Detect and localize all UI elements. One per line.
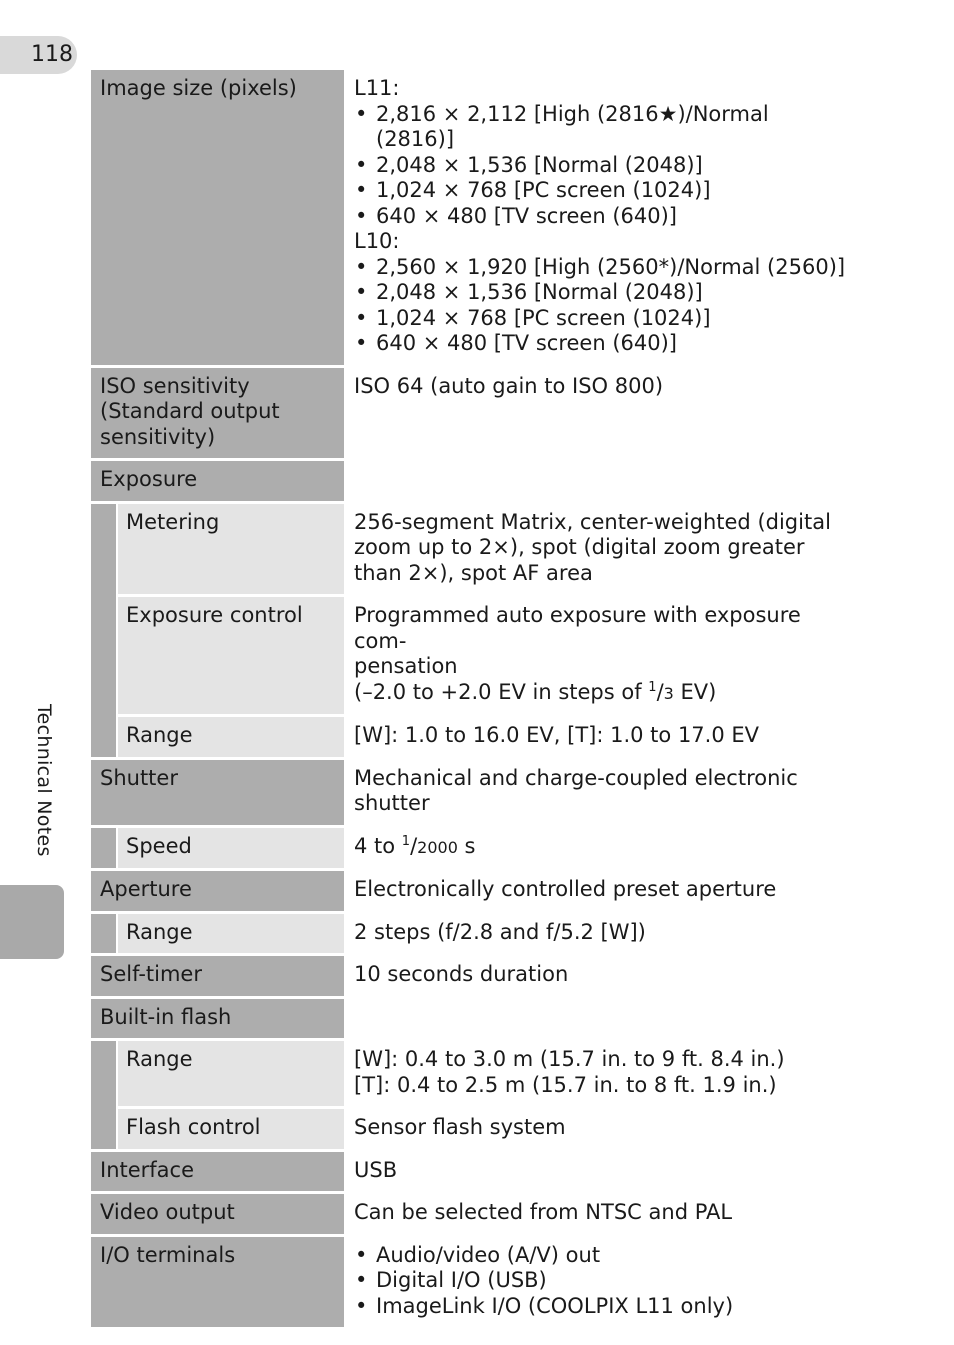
spec-label: Aperture	[91, 870, 344, 913]
spec-row-image-size	[91, 70, 857, 366]
value-line: [W]: 0.4 to 3.0 m (15.7 in. to 9 ft. 8.4 in.)	[354, 1047, 785, 1071]
spec-value: 256-segment Matrix, center-weighted (digital zoom up to 2×), spot (digital zoom greater than 2×), spot AF area	[344, 502, 857, 596]
list-item: • ImageLink I/O (COOLPIX L11 only)	[354, 1294, 853, 1320]
list-item: • 2,816 × 2,112 [High (2816★)/Normal (2816)]	[354, 102, 853, 153]
list-item: • 640 × 480 [TV screen (640)]	[354, 331, 853, 357]
value-line: Programmed auto exposure with exposure com-	[354, 603, 801, 653]
spec-value: Electronically controlled preset aperture	[344, 870, 857, 913]
spec-row-exposure	[91, 460, 857, 503]
value-text: s	[457, 833, 476, 858]
spec-sublabel: Range	[117, 1040, 344, 1108]
list-item: • 640 × 480 [TV screen (640)]	[354, 204, 853, 230]
spec-value: Can be selected from NTSC and PAL	[344, 1193, 857, 1236]
fraction-denominator: 2000	[417, 837, 458, 857]
value-text: 4 to	[354, 833, 402, 858]
l10-size-list	[354, 255, 853, 357]
spec-sublabel: Metering	[117, 502, 344, 596]
spec-label: Video output	[91, 1193, 344, 1236]
spec-row-interface	[91, 1150, 857, 1193]
value-text: EV)	[673, 679, 717, 704]
spec-row-built-in-flash	[91, 997, 857, 1040]
spec-subrow-metering	[91, 502, 857, 596]
spec-value	[344, 70, 857, 366]
spec-value: Sensor flash system	[344, 1108, 857, 1151]
list-item: • 2,048 × 1,536 [Normal (2048)]	[354, 280, 853, 306]
spec-sublabel: Flash control	[117, 1108, 344, 1151]
specifications-table	[91, 70, 857, 1327]
list-item: • 1,024 × 768 [PC screen (1024)]	[354, 178, 853, 204]
spec-value: ISO 64 (auto gain to ISO 800)	[344, 366, 857, 460]
l11-size-list	[354, 102, 853, 230]
spec-value: 4 to $^1$/2000 s	[344, 826, 857, 870]
group-stripe	[91, 912, 117, 955]
fraction-numerator: 1	[401, 833, 411, 849]
value-line: [T]: 0.4 to 2.5 m (15.7 in. to 8 ft. 1.9 in.)	[354, 1072, 777, 1097]
spec-label: Exposure	[91, 460, 344, 503]
page-number: 118	[0, 36, 77, 74]
l11-heading: L11:	[354, 76, 400, 100]
spec-subrow-speed	[91, 826, 857, 870]
spec-row-video-output	[91, 1193, 857, 1236]
spec-subrow-flash-control	[91, 1108, 857, 1151]
group-stripe	[91, 502, 117, 758]
spec-value: 2 steps (f/2.8 and f/5.2 [W])	[344, 912, 857, 955]
spec-subrow-exposure-control	[91, 596, 857, 716]
section-tab-marker	[0, 885, 64, 959]
list-item: • Digital I/O (USB)	[354, 1268, 853, 1294]
section-side-label: Technical Notes	[33, 704, 55, 857]
spec-sublabel: Speed	[117, 826, 344, 870]
list-item: • 2,560 × 1,920 [High (2560*)/Normal (2560)]	[354, 255, 853, 281]
value-line: pensation	[354, 654, 458, 678]
value-line: (–2.0 to +2.0 EV in steps of $^1$/3 EV)	[354, 679, 717, 704]
fraction-denominator: 3	[663, 683, 674, 703]
spec-subrow-aperture-range	[91, 912, 857, 955]
group-stripe	[91, 1040, 117, 1151]
spec-row-self-timer	[91, 955, 857, 998]
spec-subrow-flash-range	[91, 1040, 857, 1108]
group-stripe	[91, 826, 117, 870]
spec-label: ISO sensitivity (Standard output sensitivity)	[91, 366, 344, 460]
spec-value: USB	[344, 1150, 857, 1193]
spec-row-iso	[91, 366, 857, 460]
spec-value	[344, 997, 857, 1040]
spec-subrow-exposure-range	[91, 716, 857, 759]
fraction-numerator: 1	[648, 679, 657, 695]
spec-sublabel: Exposure control	[117, 596, 344, 716]
spec-label: Self-timer	[91, 955, 344, 998]
spec-row-aperture	[91, 870, 857, 913]
spec-value	[344, 460, 857, 503]
list-item: • Audio/video (A/V) out	[354, 1243, 853, 1269]
spec-value	[344, 1040, 857, 1108]
spec-row-shutter	[91, 758, 857, 826]
spec-value: Mechanical and charge-coupled electronic shutter	[344, 758, 857, 826]
spec-label: I/O terminals	[91, 1235, 344, 1327]
spec-label: Image size (pixels)	[91, 70, 344, 366]
io-terminal-list	[354, 1243, 853, 1320]
spec-value	[344, 1235, 857, 1327]
list-item: • 2,048 × 1,536 [Normal (2048)]	[354, 153, 853, 179]
spec-value: [W]: 1.0 to 16.0 EV, [T]: 1.0 to 17.0 EV	[344, 716, 857, 759]
spec-label: Shutter	[91, 758, 344, 826]
spec-sublabel: Range	[117, 716, 344, 759]
spec-label: Interface	[91, 1150, 344, 1193]
value-text: (–2.0 to +2.0 EV in steps of	[354, 679, 649, 704]
l10-heading: L10:	[354, 229, 400, 253]
spec-value: 10 seconds duration	[344, 955, 857, 998]
spec-row-io-terminals	[91, 1235, 857, 1327]
list-item: • 1,024 × 768 [PC screen (1024)]	[354, 306, 853, 332]
spec-label: Built-in flash	[91, 997, 344, 1040]
spec-sublabel: Range	[117, 912, 344, 955]
spec-value	[344, 596, 857, 716]
